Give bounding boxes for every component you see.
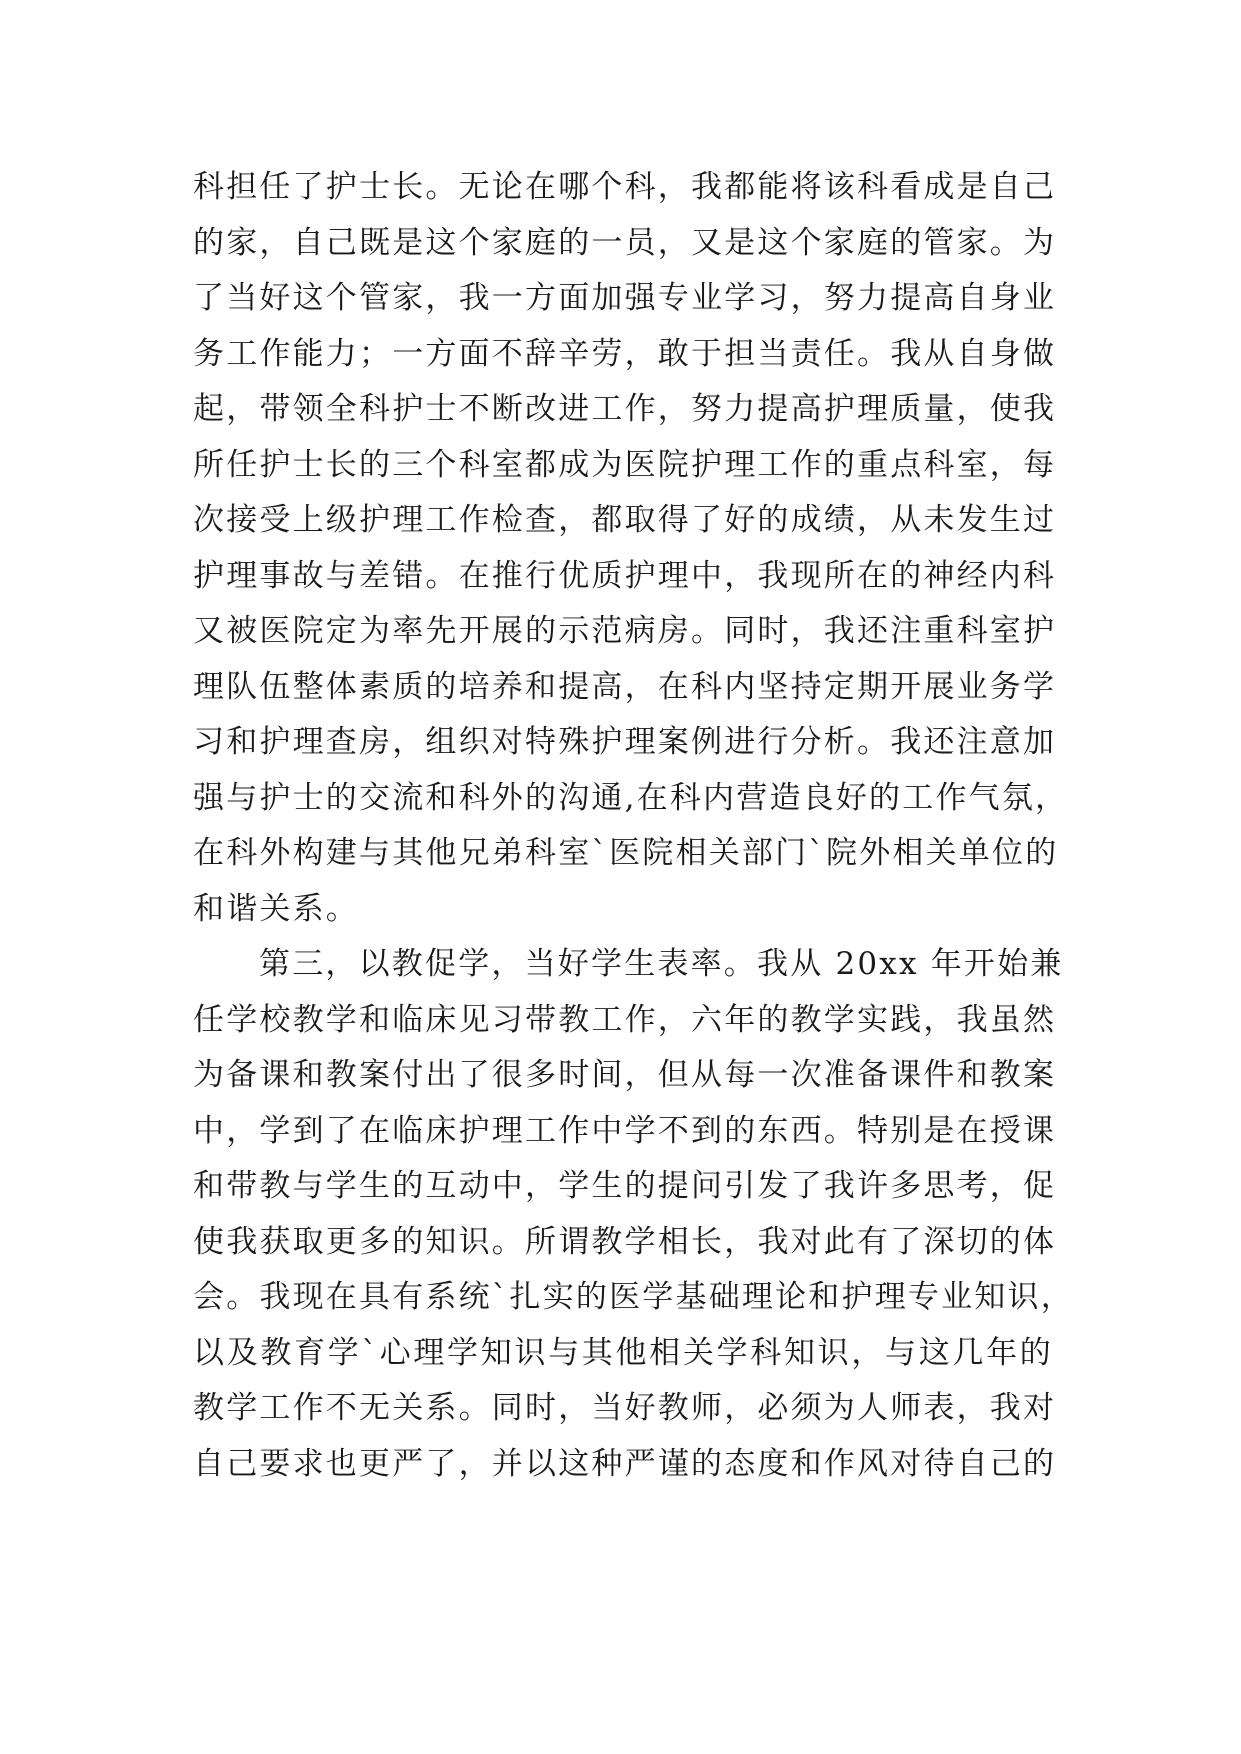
text-line: 习和护理查房，组织对特殊护理案例进行分析。我还注意加 <box>193 724 1057 760</box>
paragraph <box>193 937 1074 1492</box>
text-line: 又被医院定为率先开展的示范病房。同时，我还注重科室护 <box>193 613 1057 649</box>
text-line: 理队伍整体素质的培养和提高，在科内坚持定期开展业务学 <box>193 668 1057 705</box>
paragraph <box>193 160 1069 937</box>
text-line: 以及教育学`心理学知识与其他相关学科知识，与这几年的 <box>193 1334 1053 1371</box>
text-line: 科担任了护士长。无论在哪个科，我都能将该科看成是自己 <box>193 169 1057 205</box>
text-line: 次接受上级护理工作检查，都取得了好的成绩，从未发生过 <box>193 502 1057 538</box>
document-body <box>193 160 1074 1492</box>
text-line: 会。我现在具有系统`扎实的医学基础理论和护理专业知识， <box>193 1279 1074 1315</box>
text-line: 强与护士的交流和科外的沟通,在科内营造良好的工作气氛， <box>193 779 1069 816</box>
text-line: 所任护士长的三个科室都成为医院护理工作的重点科室，每 <box>193 446 1057 483</box>
text-line: 任学校教学和临床见习带教工作，六年的教学实践，我虽然 <box>193 1001 1057 1038</box>
text-line: 使我获取更多的知识。所谓教学相长，我对此有了深切的体 <box>193 1223 1057 1260</box>
text-line: 在科外构建与其他兄弟科室`医院相关部门`院外相关单位的 <box>193 835 1059 871</box>
text-line: 护理事故与差错。在推行优质护理中，我现所在的神经内科 <box>193 557 1057 594</box>
text-line: 自己要求也更严了，并以这种严谨的态度和作风对待自己的 <box>193 1445 1057 1482</box>
text-line: 了当好这个管家，我一方面加强专业学习，努力提高自身业 <box>193 280 1057 316</box>
text-line: 教学工作不无关系。同时，当好教师，必须为人师表，我对 <box>193 1390 1057 1426</box>
text-line: 务工作能力；一方面不辞辛劳，敢于担当责任。我从自身做 <box>193 335 1057 372</box>
text-line: 的家，自己既是这个家庭的一员，又是这个家庭的管家。为 <box>193 224 1057 261</box>
text-line: 起，带领全科护士不断改进工作，努力提高护理质量，使我 <box>193 391 1057 427</box>
text-line: 和带教与学生的互动中，学生的提问引发了我许多思考，促 <box>193 1168 1057 1204</box>
text-line: 中，学到了在临床护理工作中学不到的东西。特别是在授课 <box>193 1112 1057 1149</box>
text-line: 和谐关系。 <box>193 890 359 927</box>
text-line: 为备课和教案付出了很多时间，但从每一次准备课件和教案 <box>193 1057 1057 1093</box>
text-line: 第三，以教促学，当好学生表率。我从 20xx 年开始兼 <box>259 946 1064 982</box>
